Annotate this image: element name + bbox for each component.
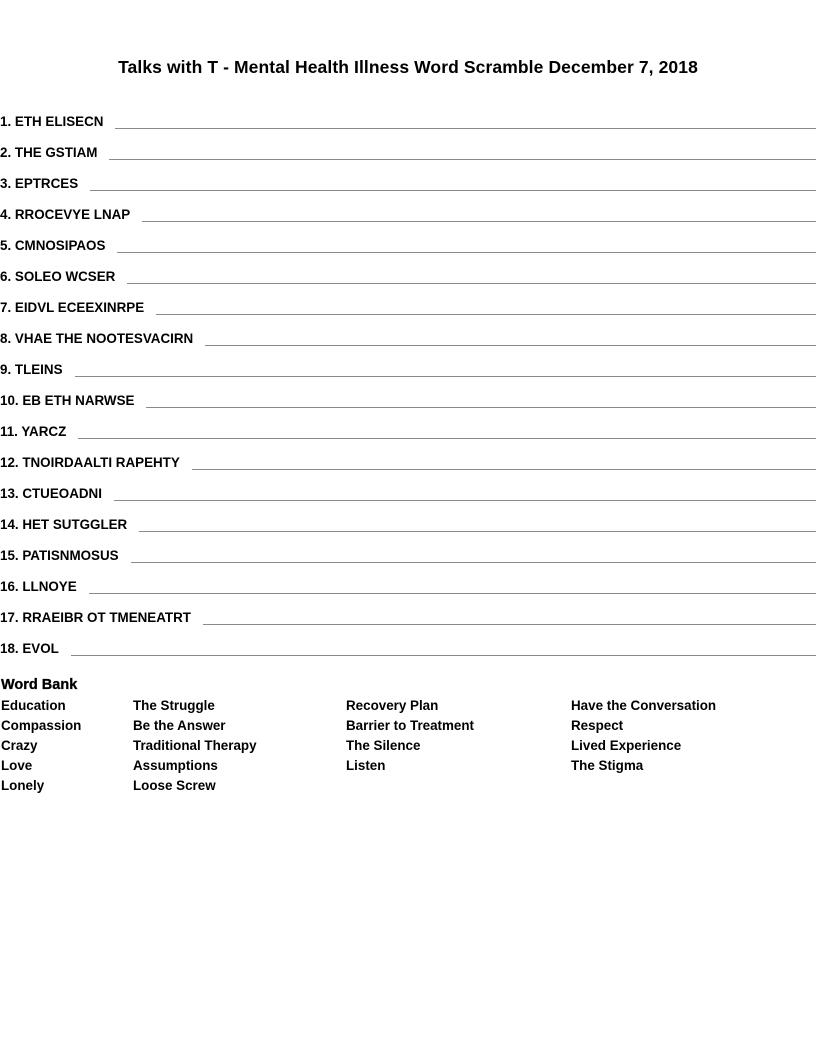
question-text: 12. TNOIRDAALTI RAPEHTY <box>0 455 180 470</box>
question-row <box>0 174 816 205</box>
word-bank-column-1 <box>1 697 81 797</box>
word-bank-column-4 <box>571 697 716 777</box>
question-row <box>0 329 816 360</box>
word-bank-item: Love <box>1 758 33 773</box>
answer-line[interactable] <box>131 546 816 563</box>
word-bank-item: Lived Experience <box>571 738 682 753</box>
answer-line[interactable] <box>115 112 816 129</box>
answer-line[interactable] <box>117 236 816 253</box>
word-bank-item: Assumptions <box>133 758 218 773</box>
question-text: 16. LLNOYE <box>0 579 77 594</box>
word-bank-item: Respect <box>571 718 624 733</box>
question-row <box>0 639 816 670</box>
question-text: 3. EPTRCES <box>0 176 79 191</box>
question-row <box>0 267 816 298</box>
answer-line[interactable] <box>139 515 816 532</box>
question-text: 13. CTUEOADNI <box>0 486 102 501</box>
word-bank-item: Crazy <box>1 738 38 753</box>
question-text: 17. RRAEIBR OT TMENEATRT <box>0 610 191 625</box>
question-row <box>0 546 816 577</box>
word-bank-column-3 <box>346 697 474 777</box>
question-text: 10. EB ETH NARWSE <box>0 393 135 408</box>
question-text: 18. EVOL <box>0 641 59 656</box>
question-row <box>0 577 816 608</box>
question-text: 5. CMNOSIPAOS <box>0 238 106 253</box>
question-text: 8. VHAE THE NOOTESVACIRN <box>0 331 194 346</box>
question-row <box>0 422 816 453</box>
question-row <box>0 112 816 143</box>
answer-line[interactable] <box>75 360 816 377</box>
answer-line[interactable] <box>78 422 816 439</box>
question-row <box>0 205 816 236</box>
answer-line[interactable] <box>109 143 816 160</box>
question-row <box>0 236 816 267</box>
question-row <box>0 453 816 484</box>
word-bank-item: Listen <box>346 758 386 773</box>
answer-line[interactable] <box>127 267 816 284</box>
question-text: 15. PATISNMOSUS <box>0 548 119 563</box>
question-text: 2. THE GSTIAM <box>0 145 98 160</box>
answer-line[interactable] <box>203 608 816 625</box>
question-text: 7. EIDVL ECEEXINRPE <box>0 300 145 315</box>
question-row <box>0 298 816 329</box>
answer-line[interactable] <box>146 391 816 408</box>
question-list <box>0 112 816 670</box>
word-bank-column-2 <box>133 697 257 797</box>
word-bank-item: Be the Answer <box>133 718 226 733</box>
word-bank-item: Compassion <box>1 718 82 733</box>
question-row <box>0 391 816 422</box>
word-bank-item: Loose Screw <box>133 778 216 793</box>
question-text: 6. SOLEO WCSER <box>0 269 116 284</box>
answer-line[interactable] <box>192 453 816 470</box>
word-bank-item: The Silence <box>346 738 421 753</box>
word-bank-item: Lonely <box>1 778 45 793</box>
question-row <box>0 515 816 546</box>
question-text: 1. ETH ELISECN <box>0 114 104 129</box>
question-text: 4. RROCEVYE LNAP <box>0 207 131 222</box>
answer-line[interactable] <box>114 484 816 501</box>
question-text: 9. TLEINS <box>0 362 63 377</box>
word-bank-title: Word Bank <box>1 677 78 693</box>
word-bank-item: Traditional Therapy <box>133 738 257 753</box>
question-text: 14. HET SUTGGLER <box>0 517 128 532</box>
answer-line[interactable] <box>90 174 816 191</box>
word-bank-item: Education <box>1 698 66 713</box>
question-row <box>0 143 816 174</box>
word-bank-item: Barrier to Treatment <box>346 718 474 733</box>
word-bank-item: Have the Conversation <box>571 698 717 713</box>
answer-line[interactable] <box>142 205 816 222</box>
answer-line[interactable] <box>89 577 816 594</box>
word-bank-item: The Struggle <box>133 698 215 713</box>
word-bank-item: The Stigma <box>571 758 644 773</box>
answer-line[interactable] <box>71 639 816 656</box>
question-row <box>0 608 816 639</box>
answer-line[interactable] <box>205 329 816 346</box>
word-bank-item: Recovery Plan <box>346 698 439 713</box>
question-row <box>0 484 816 515</box>
page-title: Talks with T - Mental Health Illness Word Scramble December 7, 2018 <box>118 57 698 77</box>
question-text: 11. YARCZ <box>0 424 67 439</box>
question-row <box>0 360 816 391</box>
answer-line[interactable] <box>156 298 816 315</box>
